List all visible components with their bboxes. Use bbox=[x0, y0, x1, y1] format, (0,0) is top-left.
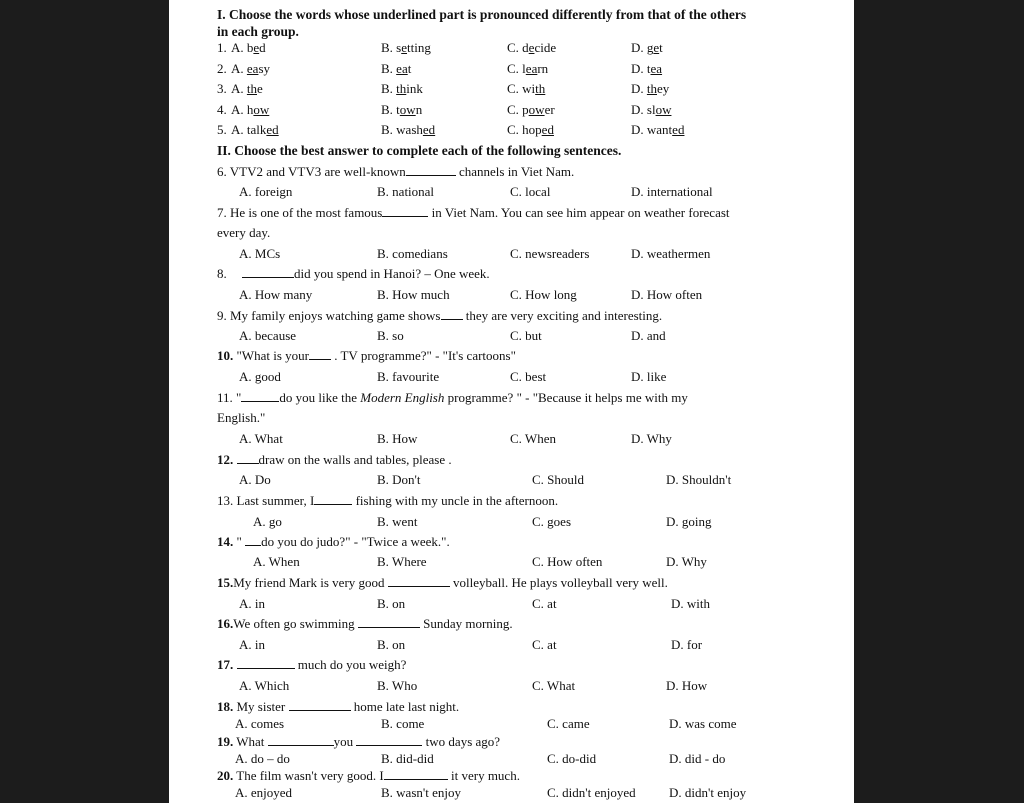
word-part: want bbox=[646, 122, 673, 137]
option-letter: A. bbox=[231, 40, 244, 55]
answer-blank bbox=[356, 734, 422, 746]
word-part: ink bbox=[406, 81, 423, 96]
underlined-part: ea bbox=[525, 61, 538, 76]
question-20: 20. The film wasn't very good. I it very much. bbox=[217, 768, 520, 783]
answer-option: D. and bbox=[631, 328, 666, 343]
option-letter: B. bbox=[381, 102, 393, 117]
question-number: 7. bbox=[217, 205, 227, 220]
underlined-part: th bbox=[535, 81, 546, 96]
question-number: 16. bbox=[217, 616, 234, 631]
answer-blank bbox=[441, 308, 463, 320]
answer-option: B. national bbox=[377, 184, 435, 199]
question-14: 14. " do you do judo?" - "Twice a week.". bbox=[217, 534, 450, 549]
answer-option: A. Do bbox=[239, 472, 271, 487]
word-part: hop bbox=[522, 122, 542, 137]
underlined-part: th bbox=[246, 81, 258, 96]
question-7: 7. He is one of the most famous in Viet Nam. You can see him appear on weather forecast bbox=[217, 205, 730, 220]
option-letter: A. bbox=[231, 61, 244, 76]
answer-blank bbox=[314, 493, 352, 505]
answer-option: C. Should bbox=[532, 472, 585, 487]
underlined-part: ow bbox=[655, 102, 672, 117]
option-letter: C. bbox=[507, 61, 519, 76]
answer-blank bbox=[242, 266, 294, 278]
question-number: 15. bbox=[217, 575, 234, 590]
word-part: b bbox=[246, 40, 254, 55]
answer-option: B. Where bbox=[377, 554, 427, 569]
answer-option: C. at bbox=[532, 637, 557, 652]
question-number: 17. bbox=[217, 657, 234, 672]
answer-option: B. come bbox=[381, 716, 425, 731]
option-letter: B. bbox=[381, 122, 393, 137]
underlined-part: ea bbox=[396, 61, 408, 76]
answer-option: C. local bbox=[510, 184, 551, 199]
answer-option: D. Why bbox=[631, 431, 672, 446]
question-7-cont: every day. bbox=[217, 225, 271, 240]
question-number: 13. bbox=[217, 493, 234, 508]
part1-option bbox=[631, 40, 663, 55]
underlined-part: ed bbox=[672, 122, 685, 137]
answer-option: B. did-did bbox=[381, 751, 434, 766]
part1-option bbox=[381, 61, 411, 76]
answer-option: B. favourite bbox=[377, 369, 440, 384]
part1-option bbox=[381, 81, 423, 96]
option-letter: C. bbox=[507, 122, 519, 137]
option-letter: B. bbox=[381, 61, 393, 76]
question-19: 19. What you two days ago? bbox=[217, 734, 501, 749]
option-letter: D. bbox=[631, 122, 644, 137]
section-2-title: II. Choose the best answer to complete each of the following sentences. bbox=[217, 143, 622, 158]
answer-option: A. When bbox=[253, 554, 300, 569]
option-letter: D. bbox=[631, 40, 644, 55]
answer-option: A. in bbox=[239, 637, 265, 652]
answer-option: A. comes bbox=[235, 716, 285, 731]
part1-option bbox=[507, 40, 556, 55]
answer-option: A. in bbox=[239, 596, 265, 611]
question-number: 18. bbox=[217, 699, 234, 714]
part1-option bbox=[631, 122, 684, 137]
question-17: 17. much do you weigh? bbox=[217, 657, 407, 672]
question-number: 11. bbox=[217, 390, 233, 405]
answer-option: A. MCs bbox=[239, 246, 281, 261]
answer-option: B. How bbox=[377, 431, 418, 446]
answer-blank bbox=[309, 348, 331, 360]
answer-option: D. Shouldn't bbox=[666, 472, 732, 487]
word-part: rn bbox=[537, 61, 549, 76]
answer-option: C. at bbox=[532, 596, 557, 611]
answer-option: B. went bbox=[377, 514, 418, 529]
answer-blank bbox=[241, 390, 279, 402]
question-15: 15.My friend Mark is very good volleyball. He plays volleyball very well. bbox=[217, 575, 668, 590]
part1-option bbox=[507, 122, 554, 137]
question-number: 20. bbox=[217, 768, 234, 783]
answer-option: C. How long bbox=[510, 287, 577, 302]
question-9: 9. My family enjoys watching game shows they are very exciting and interesting. bbox=[217, 308, 663, 323]
answer-option: A. do – do bbox=[235, 751, 290, 766]
word-part: t bbox=[396, 102, 400, 117]
answer-option: C. best bbox=[510, 369, 547, 384]
answer-option: D. international bbox=[631, 184, 713, 199]
underlined-part: ed bbox=[541, 122, 554, 137]
worksheet-page bbox=[169, 0, 854, 803]
underlined-part: e bbox=[401, 40, 408, 55]
option-letter: C. bbox=[507, 81, 519, 96]
underlined-part: th bbox=[646, 81, 658, 96]
part1-option bbox=[381, 122, 435, 137]
answer-option: A. How many bbox=[239, 287, 313, 302]
answer-blank bbox=[289, 699, 351, 711]
word-part: sl bbox=[646, 102, 656, 117]
option-letter: B. bbox=[381, 40, 393, 55]
answer-option: A. enjoyed bbox=[235, 785, 293, 800]
answer-option: C. newsreaders bbox=[510, 246, 590, 261]
word-part: e bbox=[257, 81, 263, 96]
question-number: 14. bbox=[217, 534, 234, 549]
answer-blank bbox=[237, 657, 295, 669]
answer-option: A. good bbox=[239, 369, 281, 384]
question-number: 8. bbox=[217, 266, 227, 281]
part1-item-number: 1. bbox=[217, 40, 227, 55]
answer-option: D. like bbox=[631, 369, 667, 384]
option-letter: C. bbox=[507, 40, 519, 55]
part1-option bbox=[231, 81, 263, 96]
answer-option: D. didn't enjoy bbox=[669, 785, 747, 800]
answer-blank bbox=[406, 164, 456, 176]
answer-option: B. comedians bbox=[377, 246, 448, 261]
question-number: 19. bbox=[217, 734, 234, 749]
answer-option: B. on bbox=[377, 596, 406, 611]
option-letter: A. bbox=[231, 102, 244, 117]
answer-blank bbox=[388, 575, 450, 587]
part1-option bbox=[631, 102, 671, 117]
option-letter: D. bbox=[631, 81, 644, 96]
option-letter: A. bbox=[231, 122, 244, 137]
section-1-title: I. Choose the words whose underlined part is pronounced differently from that of the others bbox=[217, 7, 747, 22]
answer-option: D. for bbox=[671, 637, 703, 652]
answer-option: D. How bbox=[666, 678, 708, 693]
part1-option bbox=[231, 61, 270, 76]
section-1-title-cont: in each group. bbox=[217, 24, 299, 39]
word-part: h bbox=[246, 102, 254, 117]
word-part: d bbox=[259, 40, 266, 55]
word-part: ey bbox=[657, 81, 670, 96]
answer-option: C. goes bbox=[532, 514, 571, 529]
word-part: d bbox=[522, 40, 529, 55]
answer-option: A. go bbox=[253, 514, 282, 529]
word-part: g bbox=[646, 40, 654, 55]
underlined-part: ed bbox=[422, 122, 436, 137]
answer-blank bbox=[358, 616, 420, 628]
answer-option: B. Don't bbox=[377, 472, 421, 487]
question-18: 18. My sister home late last night. bbox=[217, 699, 460, 714]
answer-blank bbox=[382, 205, 428, 217]
question-11-cont: English." bbox=[217, 410, 266, 425]
answer-option: D. was come bbox=[669, 716, 737, 731]
answer-option: B. so bbox=[377, 328, 404, 343]
answer-option: A. foreign bbox=[239, 184, 293, 199]
underlined-part: e bbox=[653, 40, 660, 55]
question-10: 10. "What is your . TV programme?" - "It's cartoons" bbox=[217, 348, 516, 363]
underlined-part: e bbox=[253, 40, 260, 55]
word-part: l bbox=[522, 61, 526, 76]
word-part: wash bbox=[396, 122, 423, 137]
part1-option bbox=[631, 81, 669, 96]
answer-option: D. weathermen bbox=[631, 246, 711, 261]
answer-blank bbox=[384, 768, 448, 780]
answer-option: C. but bbox=[510, 328, 542, 343]
part1-option bbox=[507, 81, 545, 96]
part1-option bbox=[231, 102, 269, 117]
word-part: er bbox=[544, 102, 555, 117]
answer-option: C. How often bbox=[532, 554, 603, 569]
question-11: 11. " do you like the Modern English programme? " - "Because it helps me with my bbox=[217, 390, 688, 405]
answer-option: C. When bbox=[510, 431, 556, 446]
word-part: n bbox=[415, 102, 423, 117]
part1-item-number: 3. bbox=[217, 81, 227, 96]
question-16: 16.We often go swimming Sunday morning. bbox=[217, 616, 513, 631]
option-letter: C. bbox=[507, 102, 519, 117]
part1-item-number: 4. bbox=[217, 102, 227, 117]
answer-option: A. What bbox=[239, 431, 283, 446]
part1-option bbox=[381, 40, 431, 55]
question-number: 9. bbox=[217, 308, 227, 323]
answer-option: B. How much bbox=[377, 287, 450, 302]
option-letter: D. bbox=[631, 61, 644, 76]
question-number: 6. bbox=[217, 164, 227, 179]
part1-option bbox=[631, 61, 662, 76]
answer-option: B. on bbox=[377, 637, 406, 652]
answer-option: D. How often bbox=[631, 287, 703, 302]
answer-option: D. did - do bbox=[669, 751, 726, 766]
answer-option: A. because bbox=[239, 328, 297, 343]
question-number: 12. bbox=[217, 452, 234, 467]
question-13: 13. Last summer, I fishing with my uncle in the afternoon. bbox=[217, 493, 559, 508]
answer-option: D. Why bbox=[666, 554, 707, 569]
underlined-part: ow bbox=[528, 102, 545, 117]
answer-blank bbox=[268, 734, 334, 746]
word-part: p bbox=[522, 102, 529, 117]
word-part: s bbox=[396, 40, 402, 55]
word-part: wi bbox=[522, 81, 536, 96]
underlined-part: th bbox=[396, 81, 407, 96]
underlined-part: ow bbox=[399, 102, 416, 117]
part1-option bbox=[231, 122, 279, 137]
word-part: tting bbox=[407, 40, 431, 55]
underlined-part: e bbox=[528, 40, 535, 55]
answer-option: D. with bbox=[671, 596, 710, 611]
answer-option: C. do-did bbox=[547, 751, 597, 766]
word-part: cide bbox=[534, 40, 557, 55]
underlined-part: ea bbox=[650, 61, 663, 76]
part1-option bbox=[507, 102, 555, 117]
underlined-part: ow bbox=[253, 102, 270, 117]
answer-option: C. came bbox=[547, 716, 590, 731]
word-part: t bbox=[659, 40, 663, 55]
part1-item-number: 5. bbox=[217, 122, 227, 137]
option-letter: A. bbox=[231, 81, 244, 96]
question-12: 12. draw on the walls and tables, please . bbox=[217, 452, 452, 467]
option-letter: B. bbox=[381, 81, 393, 96]
answer-option: C. What bbox=[532, 678, 576, 693]
answer-option: B. wasn't enjoy bbox=[381, 785, 461, 800]
answer-option: C. didn't enjoyed bbox=[547, 785, 636, 800]
part1-option bbox=[381, 102, 422, 117]
answer-option: D. going bbox=[666, 514, 712, 529]
part1-option bbox=[231, 40, 266, 55]
word-part: t bbox=[407, 61, 412, 76]
underlined-part: ed bbox=[266, 122, 279, 137]
answer-option: A. Which bbox=[239, 678, 290, 693]
answer-blank bbox=[245, 534, 261, 546]
underlined-part: ea bbox=[246, 61, 259, 76]
part1-option bbox=[507, 61, 548, 76]
answer-blank bbox=[237, 452, 259, 464]
word-part: talk bbox=[246, 122, 267, 137]
answer-option: B. Who bbox=[377, 678, 418, 693]
question-8: 8. did you spend in Hanoi? – One week. bbox=[217, 266, 490, 281]
question-number: 10. bbox=[217, 348, 234, 363]
question-6: 6. VTV2 and VTV3 are well-known channels in Viet Nam. bbox=[217, 164, 575, 179]
word-part: sy bbox=[258, 61, 270, 76]
part1-item-number: 2. bbox=[217, 61, 227, 76]
option-letter: D. bbox=[631, 102, 644, 117]
word-part: t bbox=[646, 61, 651, 76]
